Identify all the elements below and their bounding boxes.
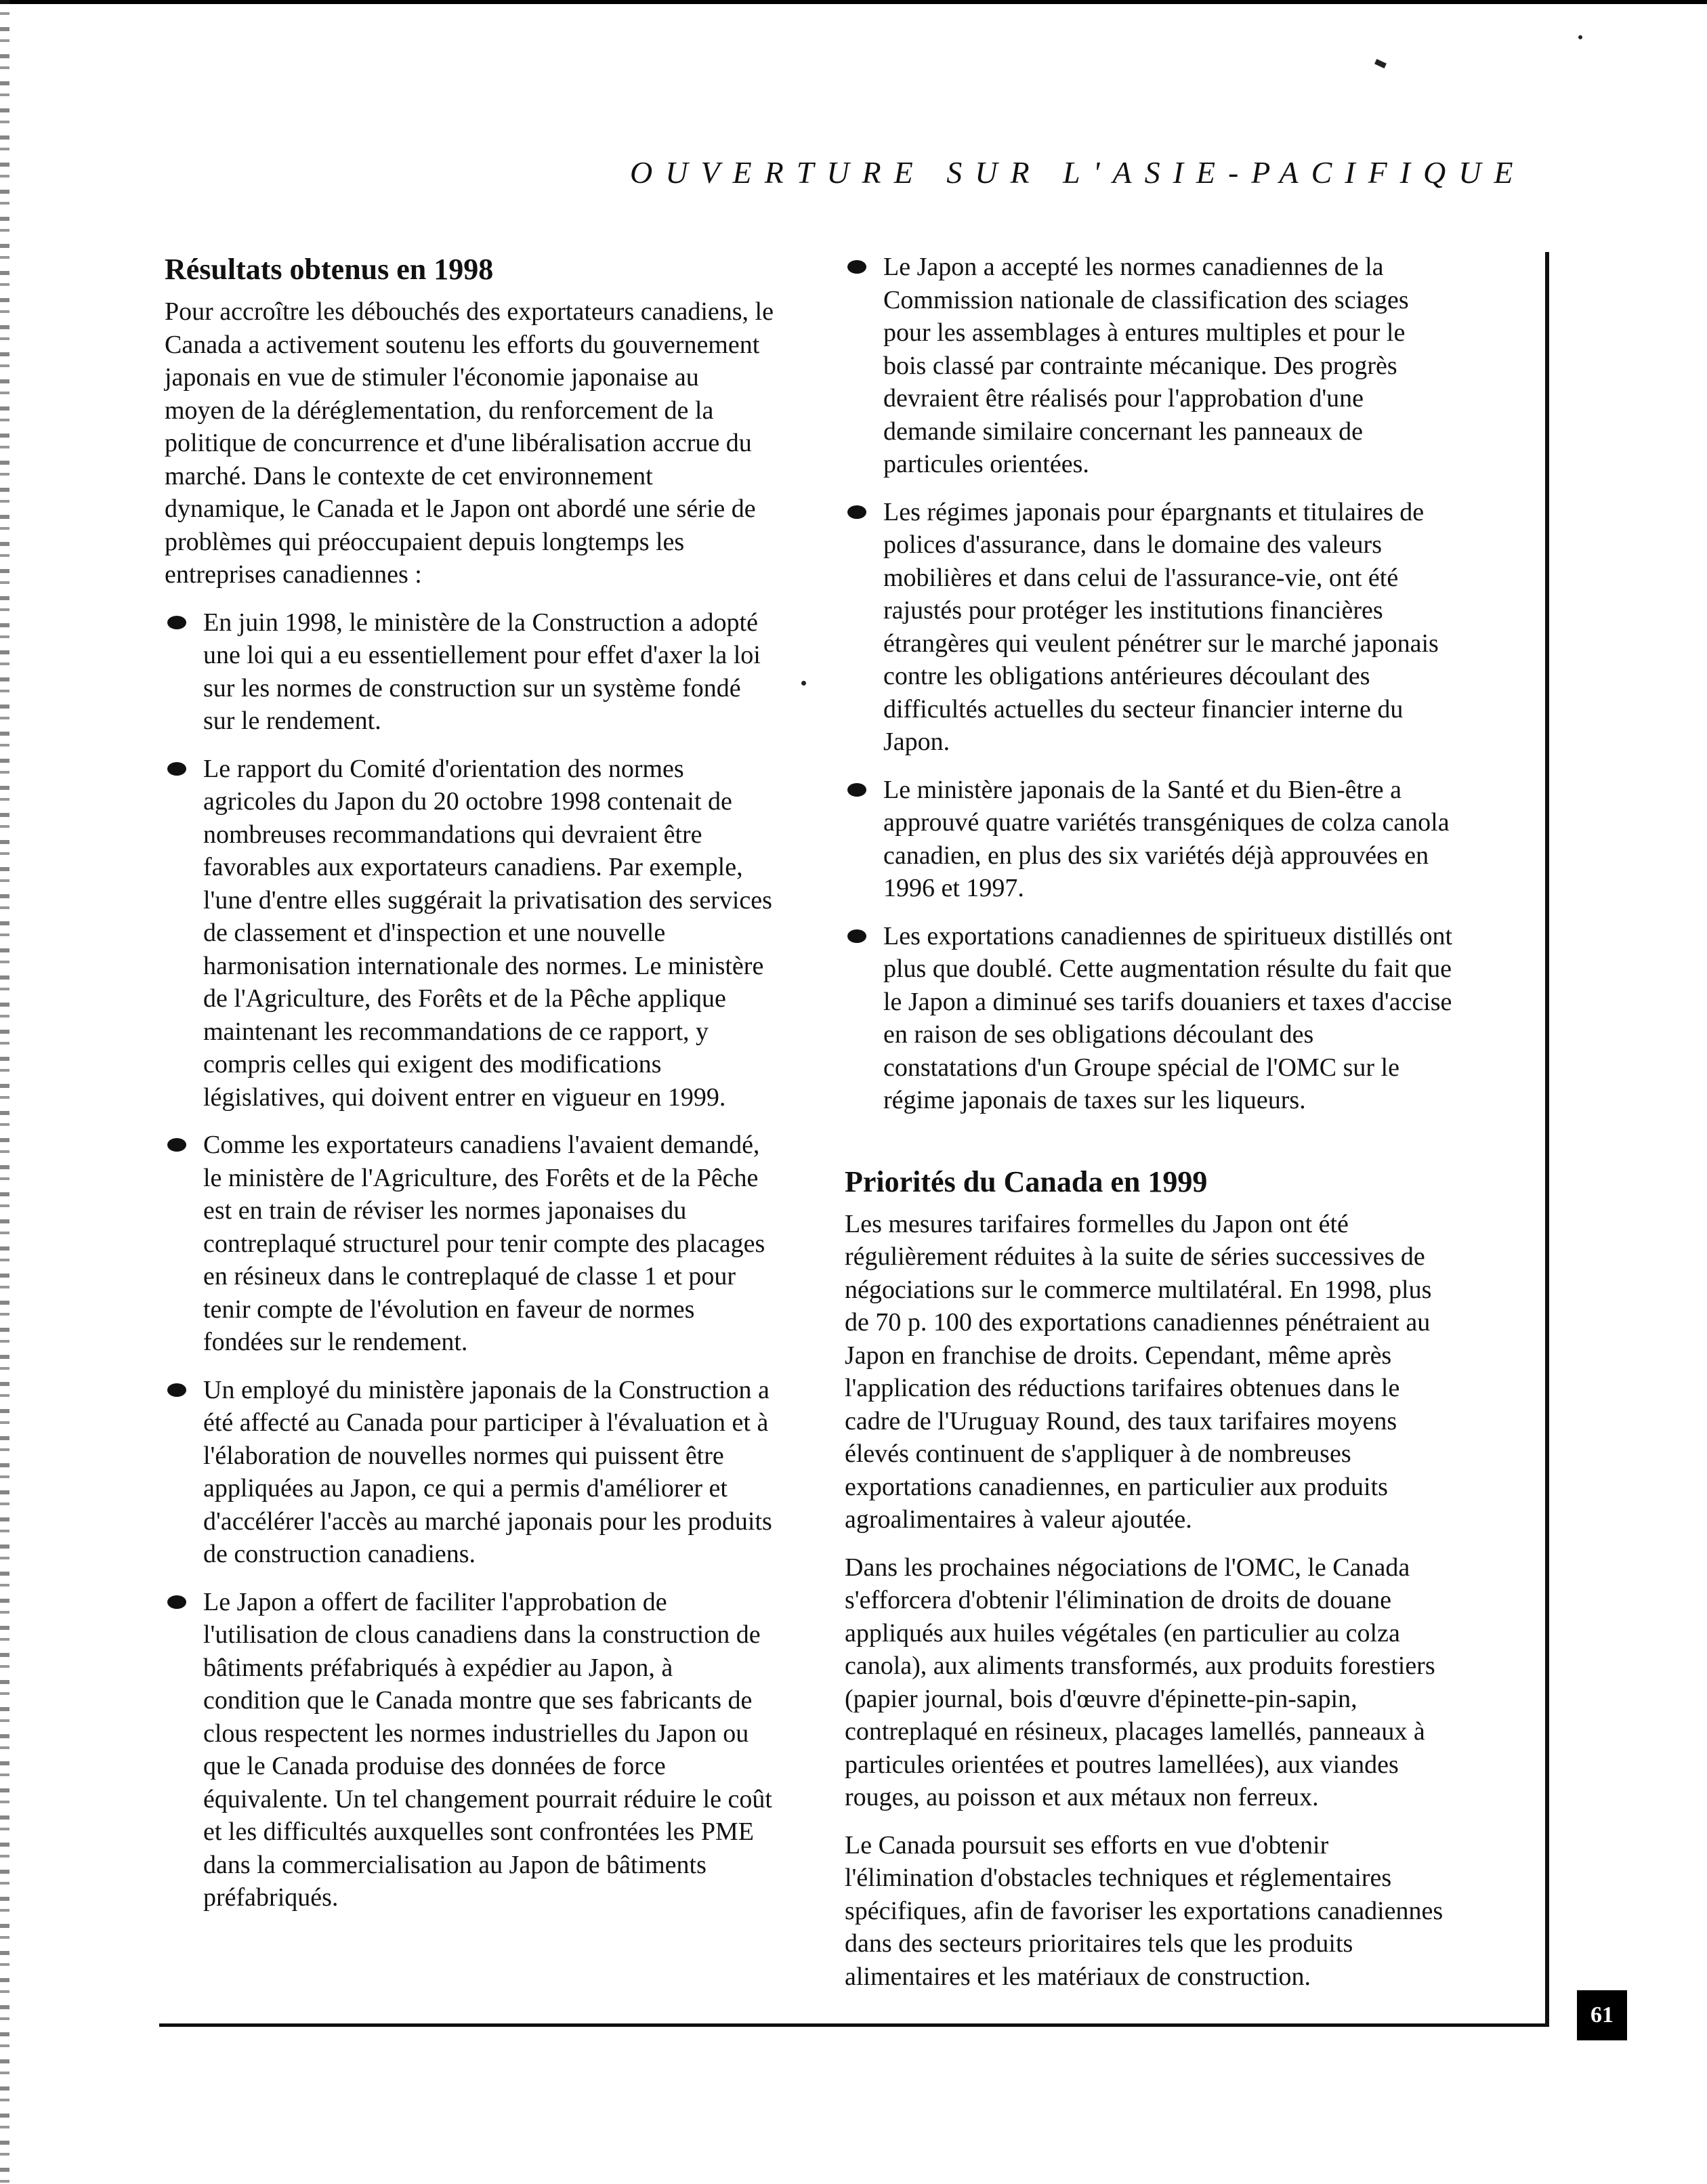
bullet-text: Comme les exportateurs canadiens l'avaient demandé, le ministère de l'Agriculture, des Forêts et de la Pêche est en train de réviser les normes japonaises du contreplaqué structurel pour tenir compte des placages en résineux dans le contreplaqué de classe 1 et pour tenir compte de l'évolution en faveur de normes fondées sur le rendement. <box>203 1131 765 1356</box>
right-column <box>845 251 1454 2008</box>
bullet-text: Le Japon a accepté les normes canadiennes de la Commission nationale de classification des sciages pour les assemblages à entures multiples et pour le bois classé par contrainte mécanique. Des progrès devraient être réalisés pour l'approbation d'une demande similaire concernant les panneaux de particules orientées. <box>883 253 1409 478</box>
bullet-icon <box>167 616 186 629</box>
left-column <box>165 251 774 1929</box>
scan-speck <box>1578 35 1582 39</box>
list-item <box>165 1374 774 1571</box>
bullet-icon <box>847 505 866 519</box>
list-item <box>845 774 1454 905</box>
results-bullet-list <box>165 606 774 1914</box>
list-item <box>165 753 774 1114</box>
priorities-paragraph: Le Canada poursuit ses efforts en vue d'obtenir l'élimination d'obstacles techniques et réglementaires spécifiques, afin de favoriser les exportations canadiennes dans des secteurs prioritaires tels que les produits alimentaires et les matériaux de construction. <box>845 1830 1443 1991</box>
running-header: OUVERTURE SUR L'ASIE-PACIFIQUE <box>630 155 1526 190</box>
bullet-icon <box>847 929 866 943</box>
bullet-icon <box>167 762 186 776</box>
section-spacer <box>845 1132 1454 1163</box>
priorities-paragraph: Les mesures tarifaires formelles du Japon ont été régulièrement réduites à la suite de séries successives de négociations sur le commerce multilatéral. En 1998, plus de 70 p. 100 des exportations canadiennes pénétraient au Japon en franchise de droits. Cependant, même après l'application des réductions tarifaires obtenues dans le cadre de l'Uruguay Round, des taux tarifaires moyens élevés continuent de s'appliquer à de nombreuses exportations canadiennes, en particulier aux produits agroalimentaires à valeur ajoutée. <box>845 1209 1432 1534</box>
bullet-icon <box>847 783 866 797</box>
list-item <box>845 920 1454 1117</box>
bullet-text: Un employé du ministère japonais de la Construction a été affecté au Canada pour participer à l'évaluation et à l'élaboration de nouvelles normes qui puissent être appliquées au Japon, ce qui a permis d'améliorer et d'accélérer l'accès au marché japonais pour les produits de construction canadiens. <box>203 1375 772 1568</box>
list-item <box>165 1586 774 1914</box>
section-title-results-1998: Résultats obtenus en 1998 <box>165 253 494 286</box>
bullet-text: Les exportations canadiennes de spiritueux distillés ont plus que doublé. Cette augmentation résulte du fait que le Japon a diminué ses tarifs douaniers et taxes d'accise en raison de ses obligations découlant des constatations d'un Groupe spécial de l'OMC sur le régime japonais de taxes sur les liqueurs. <box>883 921 1453 1114</box>
bullet-icon <box>847 260 866 274</box>
bottom-horizontal-rule <box>159 2023 1549 2027</box>
list-item <box>845 251 1454 481</box>
right-vertical-rule <box>1545 252 1549 2025</box>
scan-left-edge <box>0 0 9 2184</box>
bullet-icon <box>167 1595 186 1609</box>
bullet-text: Le ministère japonais de la Santé et du Bien-être a approuvé quatre variétés transgéniques de colza canola canadien, en plus des six variétés déjà approuvées en 1996 et 1997. <box>883 775 1450 902</box>
bullet-text: Les régimes japonais pour épargnants et titulaires de polices d'assurance, dans le domaine des valeurs mobilières et dans celui de l'assurance-vie, ont été rajustés pour protéger les institutions financières étrangères qui veulent pénétrer sur le marché japonais contre les obligations antérieures découlant des difficultés actuelles du secteur financier interne du Japon. <box>883 497 1439 756</box>
results-bullet-list-continued <box>845 251 1454 1117</box>
list-item <box>165 606 774 738</box>
bullet-text: En juin 1998, le ministère de la Construction a adopté une loi qui a eu essentiellement pour effet d'axer la loi sur les normes de construction sur un système fondé sur le rendement. <box>203 608 761 735</box>
list-item <box>165 1129 774 1359</box>
bullet-text: Le rapport du Comité d'orientation des normes agricoles du Japon du 20 octobre 1998 contenait de nombreuses recommandations qui devraient être favorables aux exportateurs canadiens. Par exemple, l'une d'entre elles suggérait la privatisation des services de classement et d'inspection et une nouvelle harmonisation internationale des normes. Le ministère de l'Agriculture, des Forêts et de la Pêche applique maintenant les recommandations de ce rapport, y compris celles qui exigent des modifications législatives, qui doivent entrer en vigueur en 1999. <box>203 754 772 1112</box>
scan-speck <box>801 681 806 686</box>
page-number: 61 <box>1577 1990 1627 2040</box>
bullet-icon <box>167 1138 186 1152</box>
priorities-paragraph: Dans les prochaines négociations de l'OMC, le Canada s'efforcera d'obtenir l'élimination de droits de douane appliqués aux huiles végétales (en particulier au colza canola), aux aliments transformés, aux produits forestiers (papier journal, bois d'œuvre d'épinette-pin-sapin, contreplaqué en résineux, placages lamellés, panneaux à particules orientées et poutres lamellées), aux viandes rouges, au poisson et aux métaux non ferreux. <box>845 1553 1435 1811</box>
top-border-rule <box>0 0 1707 4</box>
list-item <box>845 496 1454 759</box>
section-title-priorities-1999: Priorités du Canada en 1999 <box>845 1164 1208 1198</box>
bullet-icon <box>167 1383 186 1397</box>
bullet-text: Le Japon a offert de faciliter l'approbation de l'utilisation de clous canadiens dans la construction de bâtiments préfabriqués à expédier au Japon, à condition que le Canada montre que ses fabricants de clous respectent les normes industrielles du Japon ou que le Canada produise des données de force équivalente. Un tel changement pourrait réduire le coût et les difficultés auxquelles sont confrontées les PME dans la commercialisation au Japon de bâtiments préfabriqués. <box>203 1587 772 1912</box>
scan-speck <box>1374 59 1387 68</box>
intro-paragraph: Pour accroître les débouchés des exportateurs canadiens, le Canada a activement soutenu les efforts du gouvernement japonais en vue de stimuler l'économie japonaise au moyen de la déréglementation, du renforcement de la politique de concurrence et d'une libéralisation accrue du marché. Dans le contexte de cet environnement dynamique, le Canada et le Japon ont abordé une série de problèmes qui préoccupaient depuis longtemps les entreprises canadiennes : <box>165 297 774 589</box>
